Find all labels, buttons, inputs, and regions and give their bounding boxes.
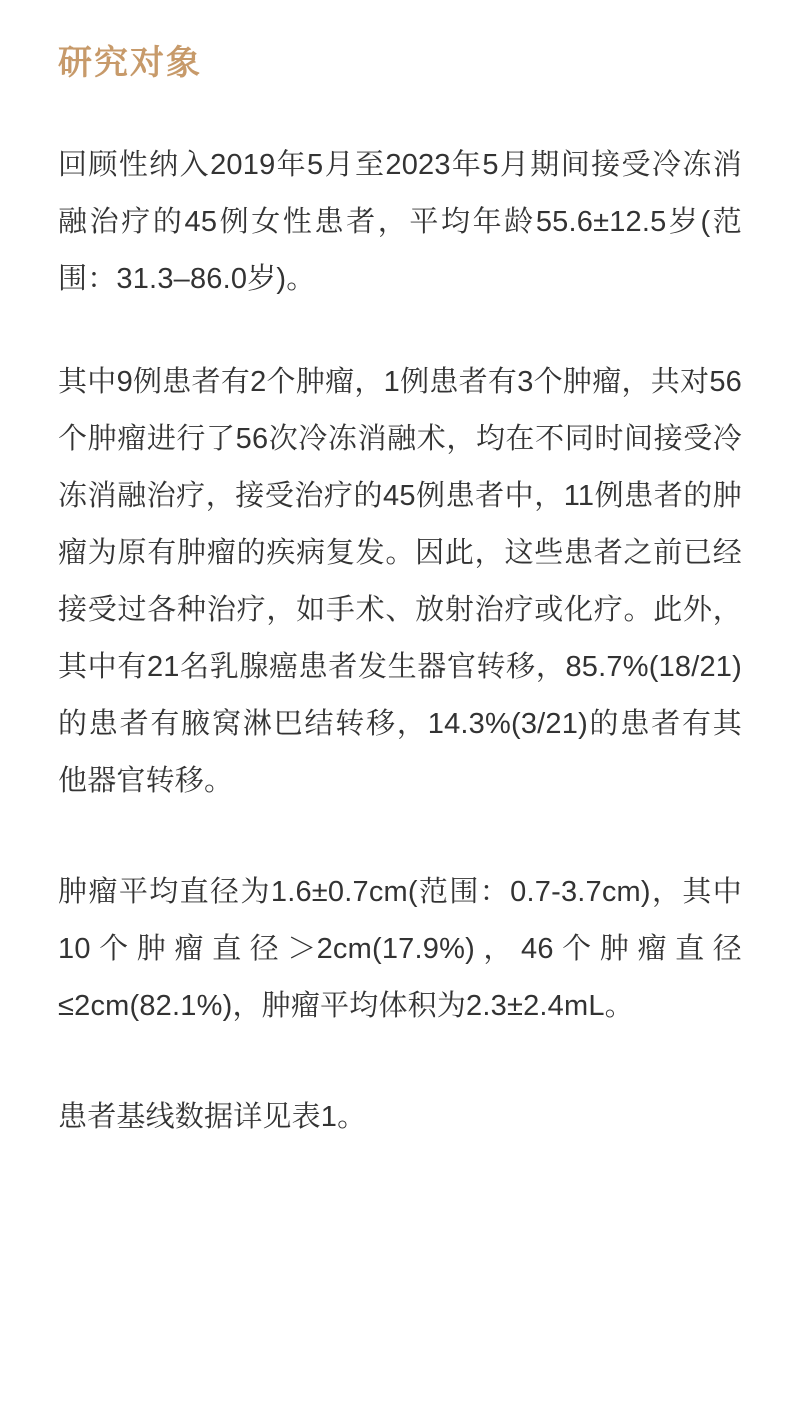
paragraph-baseline-reference: 患者基线数据详见表1。 bbox=[58, 1100, 367, 1133]
page-title: 研究对象 bbox=[58, 45, 202, 82]
paragraph-tumor-size: 肿瘤平均直径为1.6±0.7cm(范围：0.7-3.7cm)，其中10个肿瘤直径＞2cm(17.9%)，46个肿瘤直径≤2cm(82.1%)，肿瘤平均体积为2.3±2.4mL。 bbox=[58, 875, 742, 1022]
paragraph-study-population: 回顾性纳入2019年5月至2023年5月期间接受冷冻消融治疗的45例女性患者，平均年龄55.6±12.5岁(范围：31.3–86.0岁)。 bbox=[58, 148, 742, 295]
paragraph-tumor-details: 其中9例患者有2个肿瘤，1例患者有3个肿瘤，共对56个肿瘤进行了56次冷冻消融术，均在不同时间接受冷冻消融治疗，接受治疗的45例患者中，11例患者的肿瘤为原有肿瘤的疾病复发。因此，这些患者之前已经接受过各种治疗，如手术、放射治疗或化疗。此外，其中有21名乳腺癌患者发生器官转移，85.7%(18/21)的患者有腋窝淋巴结转移，14.3%(3/21)的患者有其他器官转移。 bbox=[58, 365, 742, 797]
